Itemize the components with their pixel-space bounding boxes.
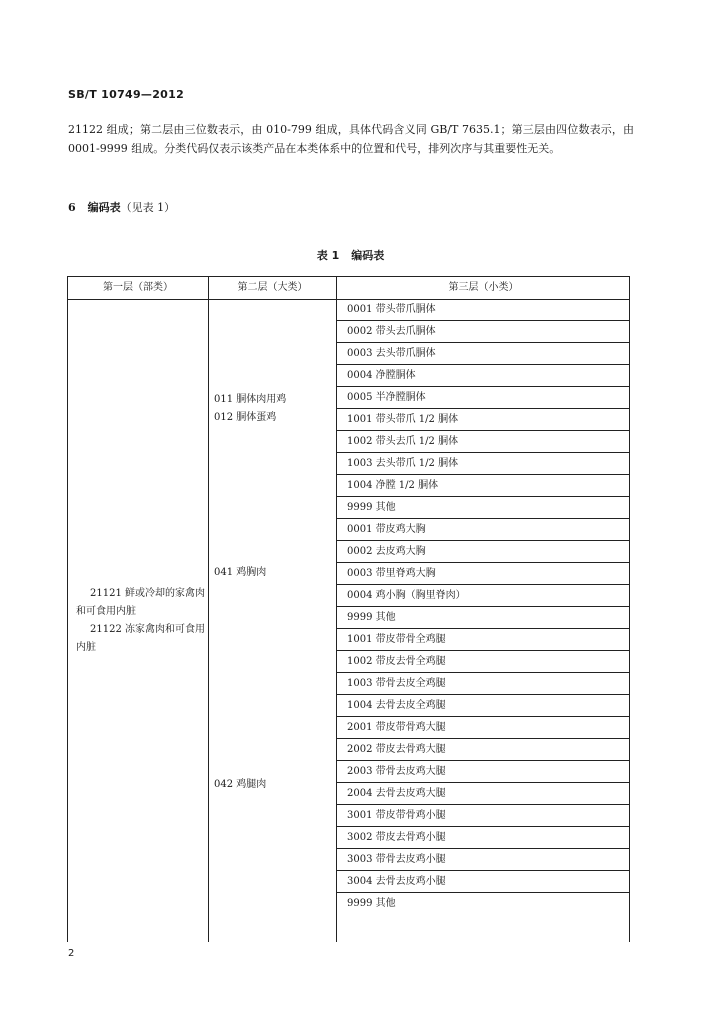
level3-row: 2003 带骨去皮鸡大腿 bbox=[337, 761, 630, 783]
section-title: 编码表 bbox=[87, 201, 121, 214]
level3-row: 9999 其他 bbox=[347, 898, 396, 909]
level2-entry: 041 鸡胸肉 bbox=[214, 567, 267, 578]
level3-row: 0002 带头去爪胴体 bbox=[337, 321, 630, 343]
header-level2: 第二层（大类） bbox=[237, 282, 308, 293]
level2-entry: 042 鸡腿肉 bbox=[214, 779, 267, 790]
level3-row: 0002 去皮鸡大胸 bbox=[337, 541, 630, 563]
level3-row: 2002 带皮去骨鸡大腿 bbox=[337, 739, 630, 761]
level3-row: 9999 其他 bbox=[337, 607, 630, 629]
coding-table bbox=[67, 276, 630, 942]
level3-row: 1002 带头去爪 1/2 胴体 bbox=[337, 431, 630, 453]
header-level3: 第三层（小类） bbox=[448, 282, 519, 293]
level3-row: 0001 带头带爪胴体 bbox=[337, 299, 630, 321]
level2-entry: 012 胴体蛋鸡 bbox=[214, 412, 277, 423]
level3-row: 3001 带皮带骨鸡小腿 bbox=[337, 805, 630, 827]
level3-row: 9999 其他 bbox=[337, 497, 630, 519]
section-number: 6 bbox=[68, 201, 76, 214]
header-level1: 第一层（部类） bbox=[103, 282, 173, 293]
level3-row: 0005 半净膛胴体 bbox=[337, 387, 630, 409]
level1-entry: 21121 鲜或冷却的家禽肉和可食用内脏 bbox=[76, 588, 205, 617]
level3-row: 1004 净膛 1/2 胴体 bbox=[337, 475, 630, 497]
table-caption-title: 编码表 bbox=[351, 249, 385, 262]
level3-row: 3004 去骨去皮鸡小腿 bbox=[337, 871, 630, 893]
level3-row: 3003 带骨去皮鸡小腿 bbox=[337, 849, 630, 871]
standard-code-header: SB/T 10749—2012 bbox=[68, 88, 185, 101]
section-suffix: （见表 1） bbox=[120, 201, 176, 214]
level3-row: 1004 去骨去皮全鸡腿 bbox=[337, 695, 630, 717]
level2-entry: 011 胴体肉用鸡 bbox=[214, 394, 287, 405]
level3-row: 1002 带皮去骨全鸡腿 bbox=[337, 651, 630, 673]
level1-entry: 21122 冻家禽肉和可食用内脏 bbox=[76, 624, 205, 653]
level1-cell bbox=[76, 585, 208, 657]
level3-row: 1003 带骨去皮全鸡腿 bbox=[337, 673, 630, 695]
table-caption-number: 表 1 bbox=[316, 249, 340, 262]
intro-paragraph: 21122 组成；第二层由三位数表示，由 010-799 组成，具体代码含义同 GB/T 7635.1；第三层由四位数表示，由 0001-9999 组成。分类代码仅表示该类产品在本类体系中的位置和代号，排列次序与其重要性无关。 bbox=[68, 123, 634, 155]
level3-row: 3002 带皮去骨鸡小腿 bbox=[337, 827, 630, 849]
level2-cell bbox=[214, 776, 336, 794]
level3-row: 1003 去头带爪 1/2 胴体 bbox=[337, 453, 630, 475]
level3-row: 0001 带皮鸡大胸 bbox=[337, 519, 630, 541]
level3-row: 2004 去骨去皮鸡大腿 bbox=[337, 783, 630, 805]
level3-column bbox=[337, 299, 630, 915]
column-divider bbox=[208, 277, 209, 942]
level3-row: 1001 带头带爪 1/2 胴体 bbox=[337, 409, 630, 431]
level3-row: 0004 鸡小胸（胸里脊肉） bbox=[337, 585, 630, 607]
level3-row: 0003 去头带爪胴体 bbox=[337, 343, 630, 365]
table-caption bbox=[0, 247, 701, 263]
section-heading bbox=[68, 199, 175, 215]
level2-cell bbox=[214, 564, 336, 582]
page-number: 2 bbox=[68, 948, 75, 959]
level3-row: 1001 带皮带骨全鸡腿 bbox=[337, 629, 630, 651]
table-header-row bbox=[68, 277, 629, 300]
level3-row: 0004 净膛胴体 bbox=[337, 365, 630, 387]
level3-row: 0003 带里脊鸡大胸 bbox=[337, 563, 630, 585]
level2-cell bbox=[214, 391, 336, 427]
level3-row: 2001 带皮带骨鸡大腿 bbox=[337, 717, 630, 739]
